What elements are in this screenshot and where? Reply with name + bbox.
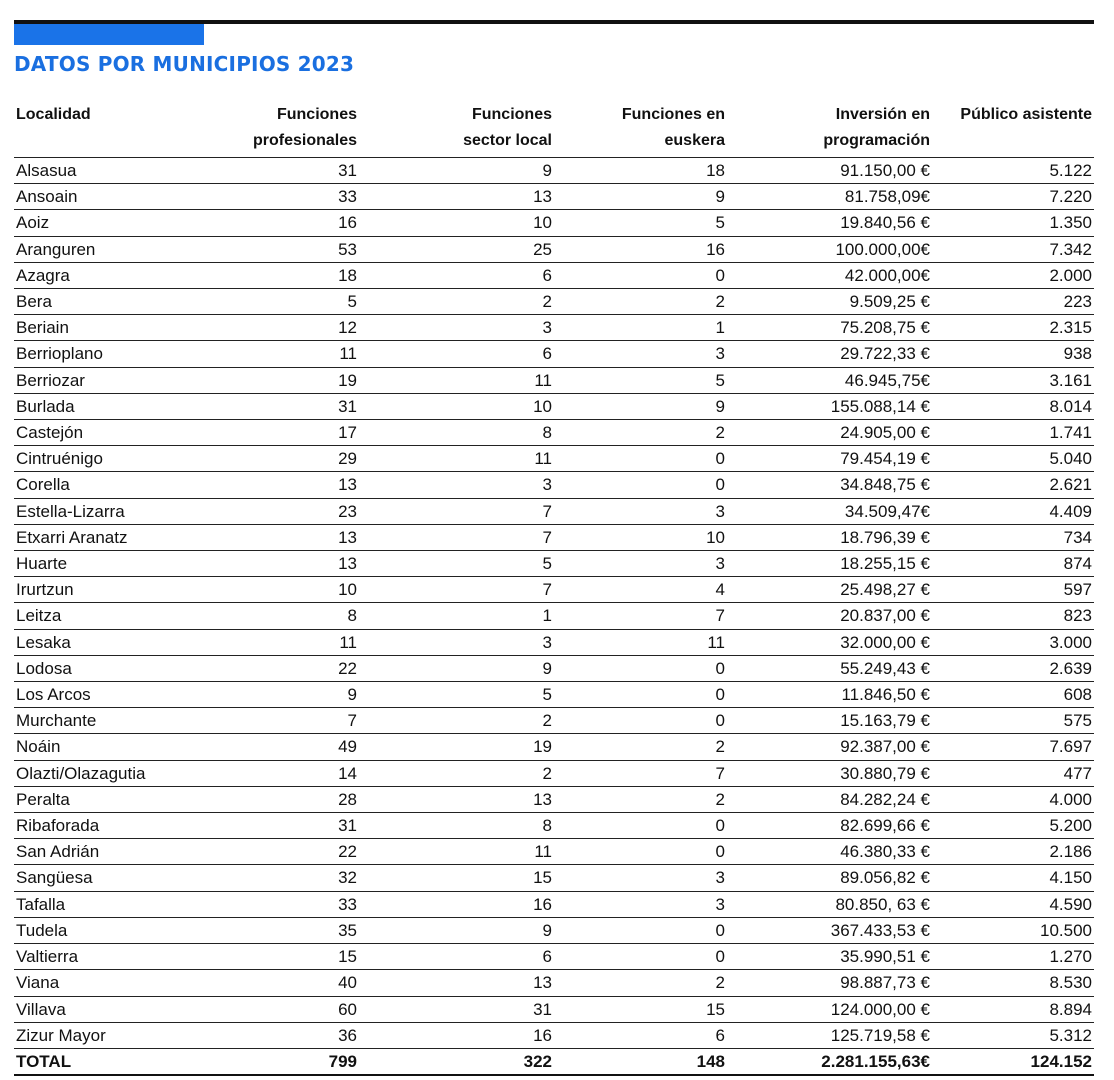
cell-funciones-profesionales: 14 <box>204 760 359 786</box>
cell-funciones-euskera: 3 <box>554 891 727 917</box>
table-body <box>14 158 1094 1076</box>
cell-inversion: 100.000,00€ <box>727 236 932 262</box>
table-row <box>14 289 1094 315</box>
header-line: Inversión en <box>835 106 930 123</box>
cell-inversion: 11.846,50 € <box>727 682 932 708</box>
table-row <box>14 498 1094 524</box>
cell-inversion: 20.837,00 € <box>727 603 932 629</box>
header-funciones-profesionales <box>204 98 359 158</box>
cell-localidad: Valtierra <box>14 944 204 970</box>
table-row <box>14 970 1094 996</box>
cell-publico: 477 <box>932 760 1094 786</box>
cell-funciones-sector-local: 6 <box>359 944 554 970</box>
cell-funciones-sector-local: 9 <box>359 158 554 184</box>
cell-funciones-profesionales: 32 <box>204 865 359 891</box>
cell-funciones-sector-local: 6 <box>359 262 554 288</box>
table-row <box>14 210 1094 236</box>
cell-funciones-euskera: 3 <box>554 551 727 577</box>
cell-funciones-profesionales: 13 <box>204 551 359 577</box>
cell-funciones-sector-local: 3 <box>359 315 554 341</box>
table-row <box>14 393 1094 419</box>
cell-localidad: Aranguren <box>14 236 204 262</box>
cell-funciones-profesionales: 13 <box>204 472 359 498</box>
cell-publico: 1.350 <box>932 210 1094 236</box>
cell-publico: 1.270 <box>932 944 1094 970</box>
table-row <box>14 891 1094 917</box>
cell-publico: 4.590 <box>932 891 1094 917</box>
header-line: sector local <box>463 132 552 149</box>
total-row <box>14 1048 1094 1075</box>
cell-funciones-profesionales: 31 <box>204 813 359 839</box>
cell-funciones-sector-local: 16 <box>359 1022 554 1048</box>
cell-localidad: Burlada <box>14 393 204 419</box>
cell-funciones-euskera: 18 <box>554 158 727 184</box>
cell-funciones-sector-local: 31 <box>359 996 554 1022</box>
cell-localidad: Ansoain <box>14 184 204 210</box>
cell-funciones-profesionales: 29 <box>204 446 359 472</box>
cell-funciones-sector-local: 25 <box>359 236 554 262</box>
cell-funciones-euskera: 10 <box>554 524 727 550</box>
cell-funciones-sector-local: 19 <box>359 734 554 760</box>
cell-localidad: Aoiz <box>14 210 204 236</box>
cell-publico: 223 <box>932 289 1094 315</box>
cell-localidad: Cintruénigo <box>14 446 204 472</box>
table-row <box>14 917 1094 943</box>
municipal-data-table <box>14 98 1094 1076</box>
table-row <box>14 184 1094 210</box>
cell-funciones-euskera: 3 <box>554 341 727 367</box>
cell-funciones-profesionales: 23 <box>204 498 359 524</box>
cell-funciones-euskera: 2 <box>554 289 727 315</box>
cell-funciones-profesionales: 40 <box>204 970 359 996</box>
header-line: Público asistente <box>960 106 1092 123</box>
table-row <box>14 655 1094 681</box>
table-row <box>14 813 1094 839</box>
table-row <box>14 603 1094 629</box>
table-row <box>14 315 1094 341</box>
cell-localidad: Berrioplano <box>14 341 204 367</box>
cell-funciones-profesionales: 7 <box>204 708 359 734</box>
cell-funciones-profesionales: 17 <box>204 420 359 446</box>
cell-localidad: Tudela <box>14 917 204 943</box>
table-row <box>14 996 1094 1022</box>
cell-localidad: TOTAL <box>14 1048 204 1075</box>
cell-inversion: 46.945,75€ <box>727 367 932 393</box>
cell-publico: 7.220 <box>932 184 1094 210</box>
cell-localidad: Etxarri Aranatz <box>14 524 204 550</box>
cell-localidad: Noáin <box>14 734 204 760</box>
cell-publico: 5.040 <box>932 446 1094 472</box>
cell-inversion: 98.887,73 € <box>727 970 932 996</box>
cell-funciones-profesionales: 31 <box>204 158 359 184</box>
cell-funciones-profesionales: 15 <box>204 944 359 970</box>
header-funciones-sector-local <box>359 98 554 158</box>
cell-inversion: 34.848,75 € <box>727 472 932 498</box>
cell-funciones-euskera: 148 <box>554 1048 727 1075</box>
cell-inversion: 46.380,33 € <box>727 839 932 865</box>
cell-inversion: 80.850, 63 € <box>727 891 932 917</box>
cell-localidad: Azagra <box>14 262 204 288</box>
cell-inversion: 79.454,19 € <box>727 446 932 472</box>
cell-localidad: Irurtzun <box>14 577 204 603</box>
table-row <box>14 446 1094 472</box>
cell-funciones-euskera: 2 <box>554 786 727 812</box>
cell-funciones-euskera: 0 <box>554 839 727 865</box>
cell-funciones-euskera: 9 <box>554 184 727 210</box>
cell-publico: 1.741 <box>932 420 1094 446</box>
cell-localidad: Estella-Lizarra <box>14 498 204 524</box>
cell-funciones-sector-local: 2 <box>359 708 554 734</box>
cell-funciones-euskera: 7 <box>554 760 727 786</box>
cell-funciones-profesionales: 5 <box>204 289 359 315</box>
cell-publico: 7.342 <box>932 236 1094 262</box>
cell-publico: 874 <box>932 551 1094 577</box>
cell-localidad: San Adrián <box>14 839 204 865</box>
cell-publico: 7.697 <box>932 734 1094 760</box>
table-header <box>14 98 1094 158</box>
cell-funciones-euskera: 9 <box>554 393 727 419</box>
cell-publico: 8.530 <box>932 970 1094 996</box>
cell-funciones-euskera: 5 <box>554 367 727 393</box>
cell-funciones-sector-local: 10 <box>359 210 554 236</box>
cell-funciones-sector-local: 322 <box>359 1048 554 1075</box>
cell-funciones-profesionales: 18 <box>204 262 359 288</box>
cell-funciones-euskera: 7 <box>554 603 727 629</box>
cell-publico: 597 <box>932 577 1094 603</box>
header-line: Funciones <box>276 106 357 123</box>
cell-funciones-euskera: 3 <box>554 865 727 891</box>
cell-inversion: 9.509,25 € <box>727 289 932 315</box>
cell-publico: 4.409 <box>932 498 1094 524</box>
cell-funciones-profesionales: 799 <box>204 1048 359 1075</box>
table-row <box>14 158 1094 184</box>
table-row <box>14 944 1094 970</box>
cell-publico: 4.000 <box>932 786 1094 812</box>
cell-localidad: Olazti/Olazagutia <box>14 760 204 786</box>
cell-funciones-profesionales: 16 <box>204 210 359 236</box>
cell-inversion: 155.088,14 € <box>727 393 932 419</box>
table-row <box>14 577 1094 603</box>
cell-inversion: 75.208,75 € <box>727 315 932 341</box>
cell-localidad: Bera <box>14 289 204 315</box>
table-row <box>14 367 1094 393</box>
cell-localidad: Lodosa <box>14 655 204 681</box>
cell-publico: 8.014 <box>932 393 1094 419</box>
cell-inversion: 18.796,39 € <box>727 524 932 550</box>
cell-funciones-profesionales: 13 <box>204 524 359 550</box>
cell-funciones-euskera: 0 <box>554 944 727 970</box>
cell-inversion: 32.000,00 € <box>727 629 932 655</box>
header-funciones-euskera <box>554 98 727 158</box>
cell-funciones-euskera: 0 <box>554 708 727 734</box>
cell-localidad: Castejón <box>14 420 204 446</box>
cell-publico: 2.000 <box>932 262 1094 288</box>
cell-publico: 938 <box>932 341 1094 367</box>
cell-funciones-euskera: 5 <box>554 210 727 236</box>
cell-funciones-euskera: 2 <box>554 970 727 996</box>
table-row <box>14 420 1094 446</box>
cell-funciones-sector-local: 7 <box>359 577 554 603</box>
cell-publico: 5.122 <box>932 158 1094 184</box>
cell-publico: 2.639 <box>932 655 1094 681</box>
cell-publico: 823 <box>932 603 1094 629</box>
cell-funciones-sector-local: 13 <box>359 970 554 996</box>
cell-publico: 2.621 <box>932 472 1094 498</box>
cell-publico: 3.000 <box>932 629 1094 655</box>
cell-funciones-euskera: 0 <box>554 262 727 288</box>
cell-funciones-sector-local: 16 <box>359 891 554 917</box>
cell-funciones-sector-local: 7 <box>359 524 554 550</box>
cell-localidad: Villava <box>14 996 204 1022</box>
cell-funciones-sector-local: 3 <box>359 472 554 498</box>
cell-funciones-profesionales: 11 <box>204 629 359 655</box>
cell-funciones-sector-local: 13 <box>359 786 554 812</box>
cell-funciones-profesionales: 33 <box>204 184 359 210</box>
cell-funciones-euskera: 1 <box>554 315 727 341</box>
cell-funciones-profesionales: 53 <box>204 236 359 262</box>
cell-funciones-sector-local: 11 <box>359 367 554 393</box>
cell-localidad: Los Arcos <box>14 682 204 708</box>
cell-funciones-euskera: 2 <box>554 734 727 760</box>
header-inversion-programacion <box>727 98 932 158</box>
cell-funciones-euskera: 15 <box>554 996 727 1022</box>
cell-inversion: 19.840,56 € <box>727 210 932 236</box>
cell-funciones-profesionales: 33 <box>204 891 359 917</box>
cell-funciones-euskera: 16 <box>554 236 727 262</box>
cell-localidad: Sangüesa <box>14 865 204 891</box>
cell-localidad: Viana <box>14 970 204 996</box>
cell-funciones-sector-local: 9 <box>359 917 554 943</box>
cell-funciones-profesionales: 10 <box>204 577 359 603</box>
cell-funciones-profesionales: 22 <box>204 655 359 681</box>
cell-funciones-euskera: 0 <box>554 917 727 943</box>
cell-funciones-profesionales: 11 <box>204 341 359 367</box>
cell-localidad: Lesaka <box>14 629 204 655</box>
table-row <box>14 682 1094 708</box>
table-row <box>14 524 1094 550</box>
table-row <box>14 760 1094 786</box>
cell-publico: 734 <box>932 524 1094 550</box>
cell-funciones-sector-local: 13 <box>359 184 554 210</box>
cell-funciones-sector-local: 9 <box>359 655 554 681</box>
cell-funciones-sector-local: 8 <box>359 420 554 446</box>
table-row <box>14 341 1094 367</box>
header-line: Funciones en <box>621 106 725 123</box>
cell-funciones-euskera: 4 <box>554 577 727 603</box>
cell-inversion: 18.255,15 € <box>727 551 932 577</box>
accent-block <box>14 24 204 45</box>
header-localidad <box>14 98 204 158</box>
cell-inversion: 55.249,43 € <box>727 655 932 681</box>
cell-localidad: Alsasua <box>14 158 204 184</box>
cell-publico: 5.200 <box>932 813 1094 839</box>
cell-funciones-profesionales: 35 <box>204 917 359 943</box>
cell-localidad: Peralta <box>14 786 204 812</box>
header-line: programación <box>823 132 930 149</box>
cell-funciones-profesionales: 60 <box>204 996 359 1022</box>
cell-funciones-profesionales: 36 <box>204 1022 359 1048</box>
cell-funciones-sector-local: 8 <box>359 813 554 839</box>
cell-localidad: Berriozar <box>14 367 204 393</box>
table-row <box>14 262 1094 288</box>
cell-publico: 8.894 <box>932 996 1094 1022</box>
cell-inversion: 92.387,00 € <box>727 734 932 760</box>
header-line: euskera <box>664 132 725 149</box>
cell-funciones-profesionales: 49 <box>204 734 359 760</box>
cell-localidad: Beriain <box>14 315 204 341</box>
cell-funciones-sector-local: 5 <box>359 682 554 708</box>
table-row <box>14 786 1094 812</box>
cell-inversion: 35.990,51 € <box>727 944 932 970</box>
cell-funciones-profesionales: 28 <box>204 786 359 812</box>
cell-funciones-profesionales: 31 <box>204 393 359 419</box>
cell-publico: 10.500 <box>932 917 1094 943</box>
cell-inversion: 367.433,53 € <box>727 917 932 943</box>
cell-localidad: Ribaforada <box>14 813 204 839</box>
cell-funciones-sector-local: 11 <box>359 839 554 865</box>
cell-inversion: 42.000,00€ <box>727 262 932 288</box>
header-line: Funciones <box>471 106 552 123</box>
cell-publico: 608 <box>932 682 1094 708</box>
table-row <box>14 839 1094 865</box>
cell-localidad: Huarte <box>14 551 204 577</box>
cell-inversion: 82.699,66 € <box>727 813 932 839</box>
cell-inversion: 81.758,09€ <box>727 184 932 210</box>
cell-funciones-euskera: 0 <box>554 813 727 839</box>
cell-funciones-euskera: 0 <box>554 472 727 498</box>
cell-inversion: 2.281.155,63€ <box>727 1048 932 1075</box>
table-row <box>14 1022 1094 1048</box>
cell-publico: 2.315 <box>932 315 1094 341</box>
header-line: profesionales <box>252 132 357 149</box>
cell-localidad: Murchante <box>14 708 204 734</box>
cell-inversion: 25.498,27 € <box>727 577 932 603</box>
cell-funciones-sector-local: 5 <box>359 551 554 577</box>
cell-funciones-euskera: 2 <box>554 420 727 446</box>
cell-publico: 575 <box>932 708 1094 734</box>
cell-inversion: 124.000,00 € <box>727 996 932 1022</box>
table-row <box>14 734 1094 760</box>
header-publico-asistente <box>932 98 1094 158</box>
cell-inversion: 30.880,79 € <box>727 760 932 786</box>
cell-funciones-sector-local: 3 <box>359 629 554 655</box>
cell-inversion: 84.282,24 € <box>727 786 932 812</box>
header-line: Localidad <box>16 106 91 123</box>
cell-funciones-euskera: 3 <box>554 498 727 524</box>
cell-inversion: 125.719,58 € <box>727 1022 932 1048</box>
cell-funciones-profesionales: 19 <box>204 367 359 393</box>
page-title: DATOS POR MUNICIPIOS 2023 <box>14 52 355 76</box>
cell-funciones-sector-local: 7 <box>359 498 554 524</box>
cell-publico: 2.186 <box>932 839 1094 865</box>
table-row <box>14 472 1094 498</box>
cell-funciones-sector-local: 2 <box>359 760 554 786</box>
cell-funciones-euskera: 0 <box>554 682 727 708</box>
cell-funciones-euskera: 0 <box>554 446 727 472</box>
table-row <box>14 708 1094 734</box>
cell-funciones-profesionales: 8 <box>204 603 359 629</box>
cell-inversion: 24.905,00 € <box>727 420 932 446</box>
cell-funciones-sector-local: 10 <box>359 393 554 419</box>
cell-funciones-euskera: 6 <box>554 1022 727 1048</box>
cell-funciones-sector-local: 6 <box>359 341 554 367</box>
cell-localidad: Corella <box>14 472 204 498</box>
cell-funciones-euskera: 11 <box>554 629 727 655</box>
cell-funciones-profesionales: 22 <box>204 839 359 865</box>
cell-localidad: Tafalla <box>14 891 204 917</box>
header-row <box>14 98 1094 158</box>
cell-inversion: 15.163,79 € <box>727 708 932 734</box>
cell-funciones-sector-local: 1 <box>359 603 554 629</box>
table-row <box>14 236 1094 262</box>
cell-inversion: 29.722,33 € <box>727 341 932 367</box>
cell-funciones-sector-local: 11 <box>359 446 554 472</box>
table-row <box>14 865 1094 891</box>
cell-inversion: 91.150,00 € <box>727 158 932 184</box>
cell-funciones-euskera: 0 <box>554 655 727 681</box>
cell-funciones-sector-local: 2 <box>359 289 554 315</box>
table-row <box>14 551 1094 577</box>
cell-funciones-sector-local: 15 <box>359 865 554 891</box>
cell-inversion: 34.509,47€ <box>727 498 932 524</box>
cell-publico: 5.312 <box>932 1022 1094 1048</box>
cell-inversion: 89.056,82 € <box>727 865 932 891</box>
cell-localidad: Zizur Mayor <box>14 1022 204 1048</box>
cell-publico: 124.152 <box>932 1048 1094 1075</box>
cell-localidad: Leitza <box>14 603 204 629</box>
table-row <box>14 629 1094 655</box>
cell-funciones-profesionales: 12 <box>204 315 359 341</box>
cell-funciones-profesionales: 9 <box>204 682 359 708</box>
cell-publico: 4.150 <box>932 865 1094 891</box>
cell-publico: 3.161 <box>932 367 1094 393</box>
